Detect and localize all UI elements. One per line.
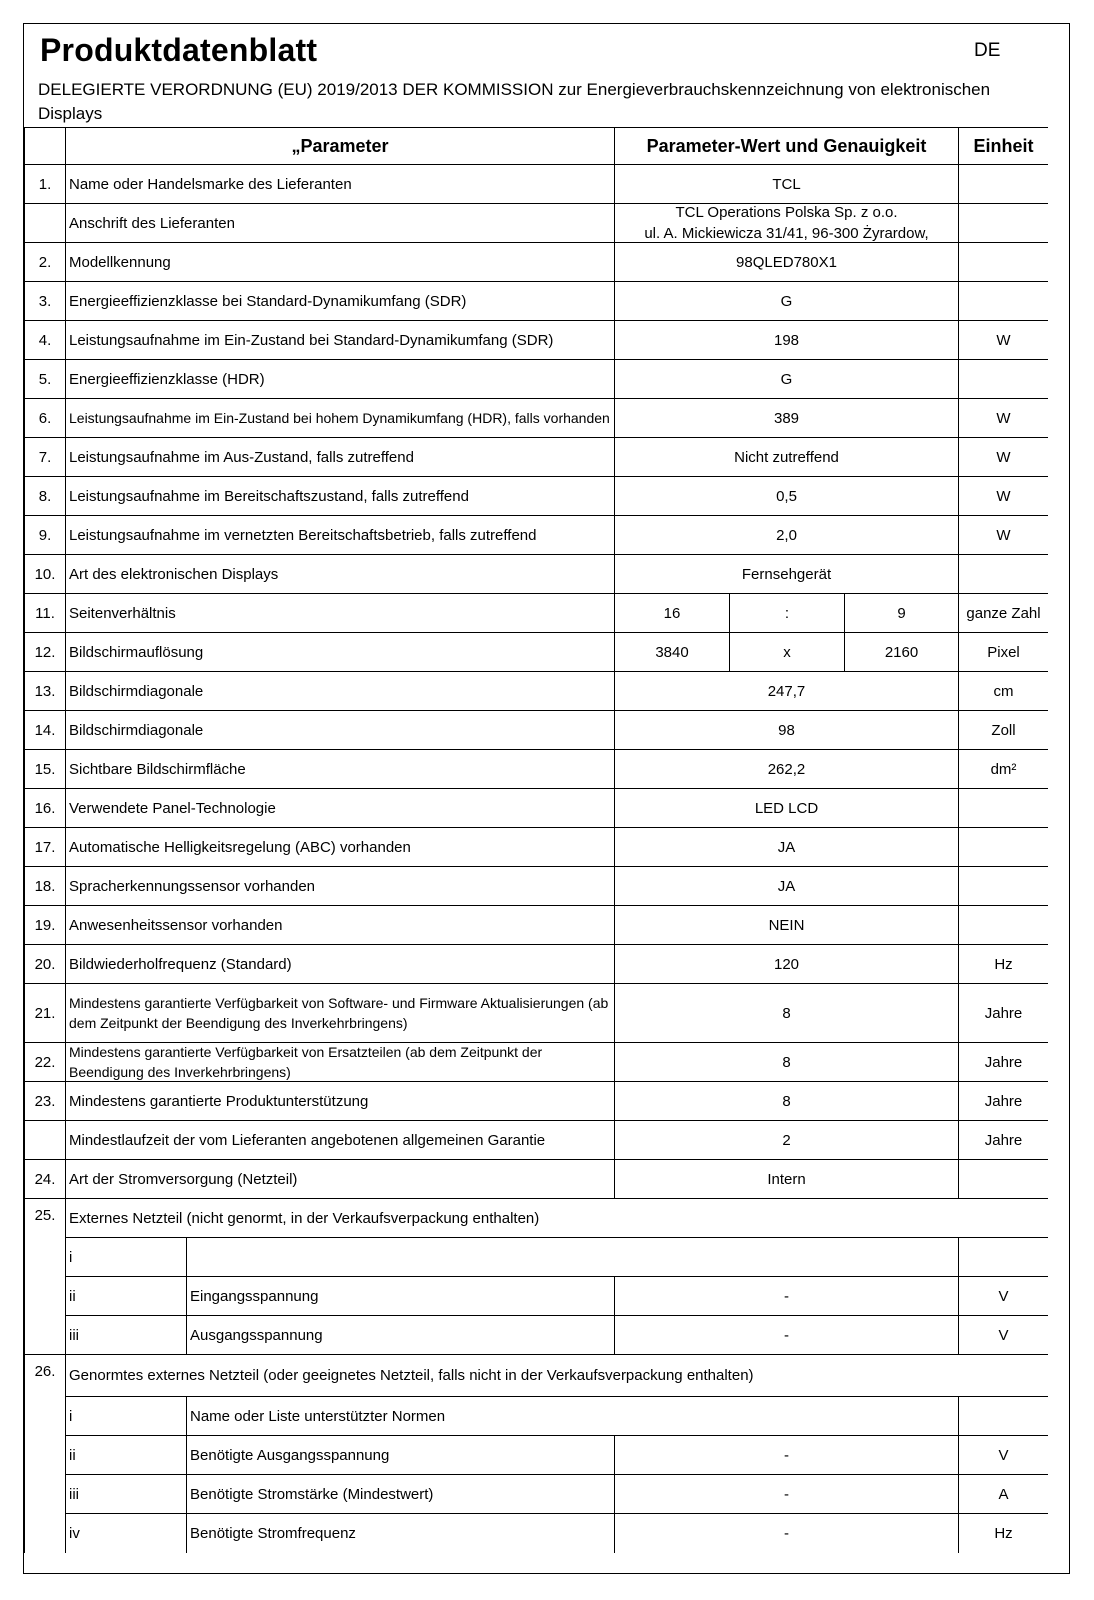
row-value-right: 2160 <box>845 633 959 672</box>
row-value: 2,0 <box>615 516 959 555</box>
row-parameter-label: Art der Stromversorgung (Netzteil) <box>66 1160 615 1199</box>
row-unit: Jahre <box>959 1121 1048 1160</box>
row-unit <box>959 360 1048 399</box>
sub-row-label: Ausgangsspannung <box>187 1316 615 1355</box>
sub-row-unit <box>959 1238 1048 1277</box>
row-number: 19. <box>24 906 66 945</box>
row-unit <box>959 906 1048 945</box>
row-unit: ganze Zahl <box>959 594 1048 633</box>
sub-row-roman: i <box>66 1397 187 1436</box>
row-parameter-label: Leistungsaufnahme im Ein-Zustand bei hohem Dynamikumfang (HDR), falls vorhanden <box>66 399 615 438</box>
row-parameter-label: Bildwiederholfrequenz (Standard) <box>66 945 615 984</box>
sub-row-roman: iii <box>66 1316 187 1355</box>
row-number <box>24 1121 66 1160</box>
row-unit: cm <box>959 672 1048 711</box>
sub-row-roman: ii <box>66 1436 187 1475</box>
sub-row-label: Name oder Liste unterstützter Normen <box>187 1397 959 1436</box>
row-parameter-label: Leistungsaufnahme im Bereitschaftszustand, falls zutreffend <box>66 477 615 516</box>
row-number: 23. <box>24 1082 66 1121</box>
row-parameter-label: Art des elektronischen Displays <box>66 555 615 594</box>
sub-row-value: - <box>615 1316 959 1355</box>
sub-row-unit <box>959 1397 1048 1436</box>
row-number: 16. <box>24 789 66 828</box>
row-value: 0,5 <box>615 477 959 516</box>
section26-title: Genormtes externes Netzteil (oder geeignetes Netzteil, falls nicht in der Verkaufsverpackung enthalten) <box>66 1355 1048 1397</box>
sub-row-unit: Hz <box>994 1525 1013 1542</box>
row-number: 15. <box>24 750 66 789</box>
sub-row-roman: i <box>66 1238 187 1277</box>
sub-row-unit: A <box>959 1475 1048 1514</box>
row-number: 3. <box>24 282 66 321</box>
row-value-left: 16 <box>615 594 730 633</box>
row-unit: Jahre <box>959 1082 1048 1121</box>
row-parameter-label: Mindestlaufzeit der vom Lieferanten angebotenen allgemeinen Garantie <box>66 1121 615 1160</box>
row-unit <box>959 828 1048 867</box>
row-number: 7. <box>24 438 66 477</box>
row-unit <box>959 867 1048 906</box>
row-number: 6. <box>24 399 66 438</box>
row-number: 14. <box>24 711 66 750</box>
row-unit: dm² <box>959 750 1048 789</box>
row-number: 17. <box>24 828 66 867</box>
row-unit <box>959 789 1048 828</box>
row-parameter-label: Seitenverhältnis <box>66 594 615 633</box>
row-value: G <box>615 360 959 399</box>
header-value: Parameter-Wert und Genauigkeit <box>615 127 959 165</box>
row-value: NEIN <box>615 906 959 945</box>
row-value: 247,7 <box>615 672 959 711</box>
row-number: 22. <box>24 1043 66 1082</box>
sub-row-label: Benötigte Stromstärke (Mindestwert) <box>187 1475 615 1514</box>
row-value-right: 9 <box>845 594 959 633</box>
row-value: JA <box>615 828 959 867</box>
row-number: 5. <box>24 360 66 399</box>
row-value-line: TCL Operations Polska Sp. z o.o. <box>675 204 898 221</box>
row-value: TCL <box>615 165 959 204</box>
row-unit <box>959 165 1048 204</box>
row-parameter-label: Leistungsaufnahme im vernetzten Bereitschaftsbetrieb, falls zutreffend <box>66 516 615 555</box>
row-number <box>24 204 66 243</box>
row-value-separator: : <box>730 594 845 633</box>
row-unit <box>959 1160 1048 1199</box>
header-unit: Einheit <box>959 127 1048 165</box>
row-number: 24. <box>24 1160 66 1199</box>
sub-row-roman: iv <box>66 1514 187 1553</box>
row-value-separator: x <box>730 633 845 672</box>
product-data-sheet <box>23 23 1070 1574</box>
sub-row-roman: ii <box>66 1277 187 1316</box>
header-parameter: „Parameter <box>66 127 615 165</box>
row-unit: W <box>959 516 1048 555</box>
row-number: 1. <box>24 165 66 204</box>
regulation-text: DELEGIERTE VERORDNUNG (EU) 2019/2013 DER KOMMISSION zur Energieverbrauchskennzeichnung von elektronischen Displays <box>38 80 991 123</box>
row-unit: W <box>959 438 1048 477</box>
section25-number: 25. <box>24 1199 66 1355</box>
row-value <box>615 204 959 243</box>
row-value-line: ul. A. Mickiewicza 31/41, 96-300 Żyrardow, <box>644 225 929 242</box>
row-value: Fernsehgerät <box>615 555 959 594</box>
sub-row-value: - <box>615 1475 959 1514</box>
row-parameter-label: Anwesenheitssensor vorhanden <box>66 906 615 945</box>
sub-row-label: Benötigte Stromfrequenz <box>187 1514 615 1553</box>
row-unit: W <box>959 477 1048 516</box>
row-parameter-label: Verwendete Panel-Technologie <box>66 789 615 828</box>
language-code: DE <box>974 40 1001 61</box>
row-parameter-label: Sichtbare Bildschirmfläche <box>66 750 615 789</box>
row-value: 262,2 <box>615 750 959 789</box>
row-parameter-label: Name oder Handelsmarke des Lieferanten <box>66 165 615 204</box>
section25-title: Externes Netzteil (nicht genormt, in der Verkaufsverpackung enthalten) <box>66 1199 1048 1238</box>
row-unit <box>959 282 1048 321</box>
row-unit: Jahre <box>959 1043 1048 1082</box>
row-value: LED LCD <box>615 789 959 828</box>
row-number: 10. <box>24 555 66 594</box>
sub-row-value: - <box>615 1436 959 1475</box>
row-unit <box>959 555 1048 594</box>
row-value: 120 <box>615 945 959 984</box>
sub-row-label: Eingangsspannung <box>187 1277 615 1316</box>
row-unit: W <box>959 321 1048 360</box>
row-value: 8 <box>615 984 959 1043</box>
sub-row-label: Benötigte Ausgangsspannung <box>187 1436 615 1475</box>
row-number: 11. <box>24 594 66 633</box>
sub-row-label <box>187 1238 959 1277</box>
row-parameter-label: Bildschirmdiagonale <box>66 711 615 750</box>
row-number: 12. <box>24 633 66 672</box>
row-number: 9. <box>24 516 66 555</box>
row-parameter-label: Spracherkennungssensor vorhanden <box>66 867 615 906</box>
row-value: G <box>615 282 959 321</box>
row-number: 2. <box>24 243 66 282</box>
row-unit: Zoll <box>959 711 1048 750</box>
row-number: 20. <box>24 945 66 984</box>
sub-row-value: - <box>615 1514 959 1553</box>
row-unit <box>959 243 1048 282</box>
row-number: 8. <box>24 477 66 516</box>
section26-number: 26. <box>24 1355 66 1553</box>
row-value: JA <box>615 867 959 906</box>
sub-row-roman: iii <box>66 1475 187 1514</box>
row-unit: Jahre <box>959 984 1048 1043</box>
row-value: 98QLED780X1 <box>615 243 959 282</box>
sub-row-unit: V <box>959 1277 1048 1316</box>
page-title: Produktdatenblatt <box>40 32 318 68</box>
row-parameter-label: Modellkennung <box>66 243 615 282</box>
row-parameter-label: Leistungsaufnahme im Aus-Zustand, falls zutreffend <box>66 438 615 477</box>
sub-row-value: - <box>615 1277 959 1316</box>
row-parameter-label: Energieeffizienzklasse bei Standard-Dynamikumfang (SDR) <box>66 282 615 321</box>
row-value: 389 <box>615 399 959 438</box>
row-value: Intern <box>615 1160 959 1199</box>
row-parameter-label: Energieeffizienzklasse (HDR) <box>66 360 615 399</box>
row-parameter-label: Bildschirmdiagonale <box>66 672 615 711</box>
row-value: 8 <box>615 1043 959 1082</box>
row-unit <box>959 204 1048 243</box>
row-value: Nicht zutreffend <box>615 438 959 477</box>
row-parameter-label: Mindestens garantierte Produktunterstützung <box>66 1082 615 1121</box>
row-value: 198 <box>615 321 959 360</box>
row-parameter-label: Mindestens garantierte Verfügbarkeit von Ersatzteilen (ab dem Zeitpunkt der Beendigung des Inverkehrbringens) <box>66 1043 615 1082</box>
row-value: 2 <box>615 1121 959 1160</box>
row-number: 21. <box>24 984 66 1043</box>
sub-row-unit: V <box>959 1316 1048 1355</box>
row-parameter-label: Anschrift des Lieferanten <box>66 204 615 243</box>
row-number: 4. <box>24 321 66 360</box>
header-num-cell <box>24 127 66 165</box>
row-value-left: 3840 <box>615 633 730 672</box>
row-parameter-label: Mindestens garantierte Verfügbarkeit von Software- und Firmware Aktualisierungen (ab dem Zeitpunkt der Beendigung des Inverkehrbringens) <box>66 984 615 1043</box>
sub-row-unit: V <box>959 1436 1048 1475</box>
row-value: 8 <box>615 1082 959 1121</box>
row-parameter-label: Bildschirmauflösung <box>66 633 615 672</box>
row-number: 13. <box>24 672 66 711</box>
row-unit: Pixel <box>959 633 1048 672</box>
row-value: 98 <box>615 711 959 750</box>
row-unit: W <box>959 399 1048 438</box>
row-parameter-label: Automatische Helligkeitsregelung (ABC) vorhanden <box>66 828 615 867</box>
row-parameter-label: Leistungsaufnahme im Ein-Zustand bei Standard-Dynamikumfang (SDR) <box>66 321 615 360</box>
row-number: 18. <box>24 867 66 906</box>
row-unit: Hz <box>959 945 1048 984</box>
